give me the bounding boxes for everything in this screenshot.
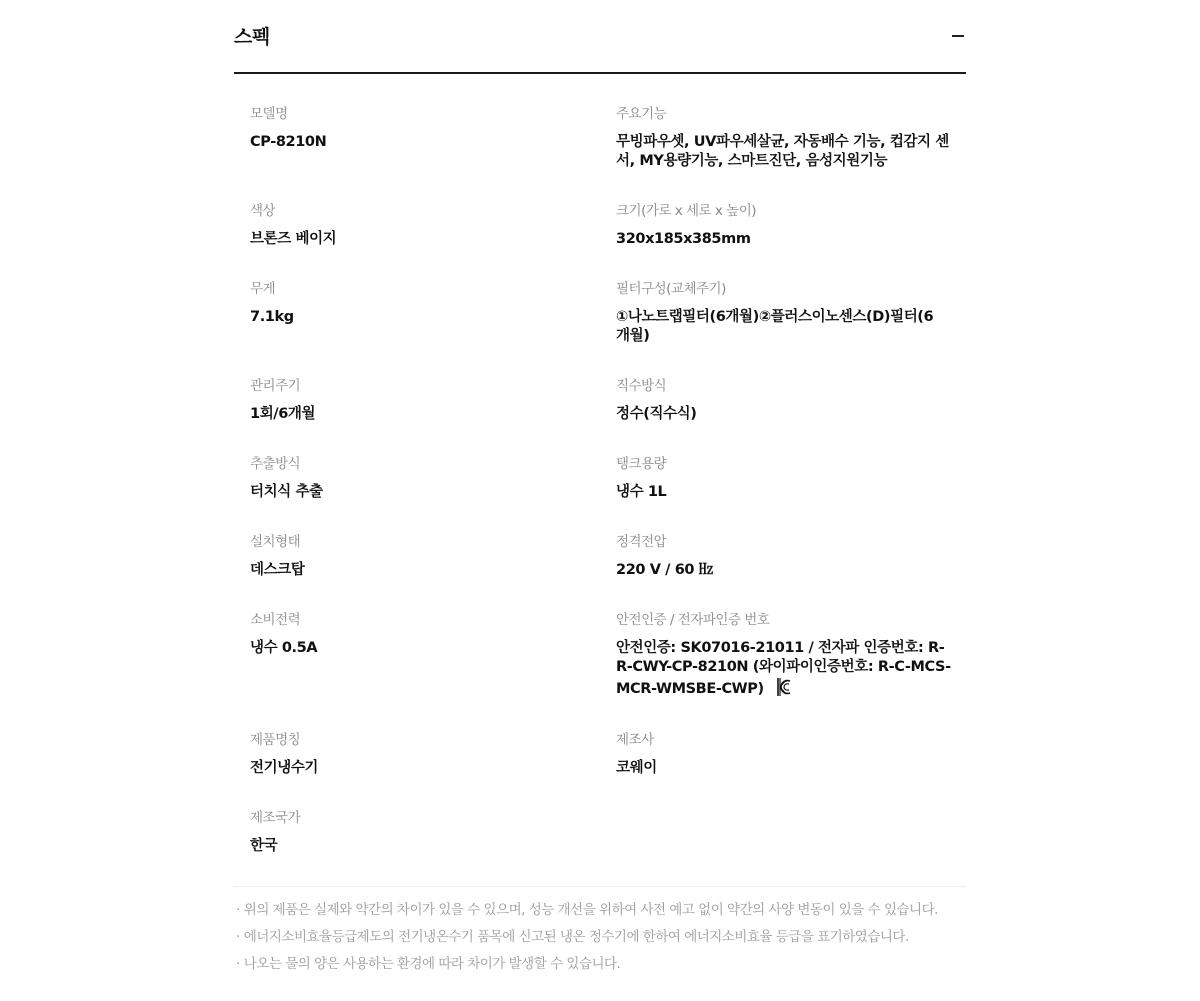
- spec-item-product-name: [250, 731, 616, 809]
- spec-label: 직수방식: [616, 378, 667, 394]
- spec-item-weight: [250, 280, 616, 377]
- spec-label: 제조사: [616, 732, 654, 748]
- spec-value: 터치식 추출: [250, 484, 323, 500]
- spec-value: CP-8210N: [250, 134, 327, 150]
- spec-label: 제조국가: [250, 810, 301, 826]
- spec-label: 크기(가로 x 세로 x 높이): [616, 203, 757, 219]
- spec-value: 1회/6개월: [250, 406, 316, 422]
- spec-item-tank: [616, 455, 966, 533]
- note-text: 나오는 물의 양은 사용하는 환경에 따라 차이가 발생할 수 있습니다.: [243, 956, 621, 972]
- spec-title: 스펙: [234, 26, 270, 48]
- collapse-button[interactable]: [952, 24, 966, 48]
- minus-icon: [952, 35, 964, 37]
- spec-item-maintenance: [250, 377, 616, 455]
- spec-label: 추출방식: [250, 456, 301, 472]
- certification-text: 안전인증: SK07016-21011 / 전자파 인증번호: R-R-CWY-CP-8210N (와이파이인증번호: R-C-MCS-MCR-WMSBE-CWP): [616, 640, 951, 697]
- spec-value: 7.1kg: [250, 309, 294, 325]
- spec-label: 정격전압: [616, 534, 667, 550]
- spec-item-install: [250, 533, 616, 611]
- spec-label: 무게: [250, 281, 276, 297]
- spec-label: 색상: [250, 203, 276, 219]
- spec-list: [234, 74, 966, 879]
- spec-item-features: [616, 105, 966, 202]
- spec-value: [616, 639, 966, 699]
- note-text: 위의 제품은 실제와 약간의 차이가 있을 수 있으며, 성능 개선을 위하여 사전 예고 없이 약간의 사양 변동이 있을 수 있습니다.: [243, 902, 938, 918]
- note-text: 에너지소비효율등급제도의 전기냉온수기 품목에 신고된 냉온 정수기에 한하여 에너지소비효율 등급을 표기하였습니다.: [243, 929, 909, 945]
- spec-item-dispense: [250, 455, 616, 533]
- spec-label: 소비전력: [250, 612, 301, 628]
- spec-label: 관리주기: [250, 378, 301, 394]
- spec-label: 모델명: [250, 106, 288, 122]
- spec-item-voltage: [616, 533, 966, 611]
- spec-value: 브론즈 베이지: [250, 231, 337, 247]
- spec-item-power: [250, 611, 616, 731]
- spec-item-country: [250, 809, 616, 879]
- note-item: [234, 955, 966, 973]
- spec-item-model: [250, 105, 616, 202]
- spec-section: [234, 0, 966, 879]
- bullet-icon: ·: [236, 956, 240, 972]
- spec-value: 냉수 1L: [616, 484, 667, 500]
- spec-item-filter: [616, 280, 966, 377]
- spec-value: 전기냉수기: [250, 760, 319, 776]
- bullet-icon: ·: [236, 902, 240, 918]
- spec-item-color: [250, 202, 616, 280]
- spec-label: 필터구성(교체주기): [616, 281, 726, 297]
- spec-item-water-type: [616, 377, 966, 455]
- spec-item-size: [616, 202, 966, 280]
- spec-value: 무빙파우셋, UV파우세살균, 자동배수 기능, 컵감지 센서, MY용량기능, 스마트진단, 음성지원기능: [616, 134, 949, 169]
- spec-value: 데스크탑: [250, 562, 305, 578]
- spec-label: 주요기능: [616, 106, 667, 122]
- spec-header[interactable]: [234, 0, 966, 74]
- note-item: [234, 928, 966, 946]
- spec-value: 한국: [250, 838, 278, 854]
- spec-value: 220 V / 60 ㎐: [616, 562, 713, 578]
- kc-certification-icon: [776, 677, 792, 697]
- spec-label: 안전인증 / 전자파인증 번호: [616, 612, 770, 628]
- spec-label: 탱크용량: [616, 456, 667, 472]
- spec-value: 320x185x385mm: [616, 231, 751, 247]
- spec-item-certification: [616, 611, 966, 731]
- spec-value: 코웨이: [616, 760, 657, 776]
- spec-item-manufacturer: [616, 731, 966, 809]
- spec-value: 냉수 0.5A: [250, 640, 318, 656]
- spec-label: 제품명칭: [250, 732, 301, 748]
- note-item: [234, 901, 966, 919]
- bullet-icon: ·: [236, 929, 240, 945]
- notes-list: [234, 886, 966, 982]
- spec-value: 정수(직수식): [616, 406, 697, 422]
- spec-value: ①나노트랩필터(6개월)②플러스이노센스(D)필터(6개월): [616, 309, 934, 344]
- spec-label: 설치형태: [250, 534, 301, 550]
